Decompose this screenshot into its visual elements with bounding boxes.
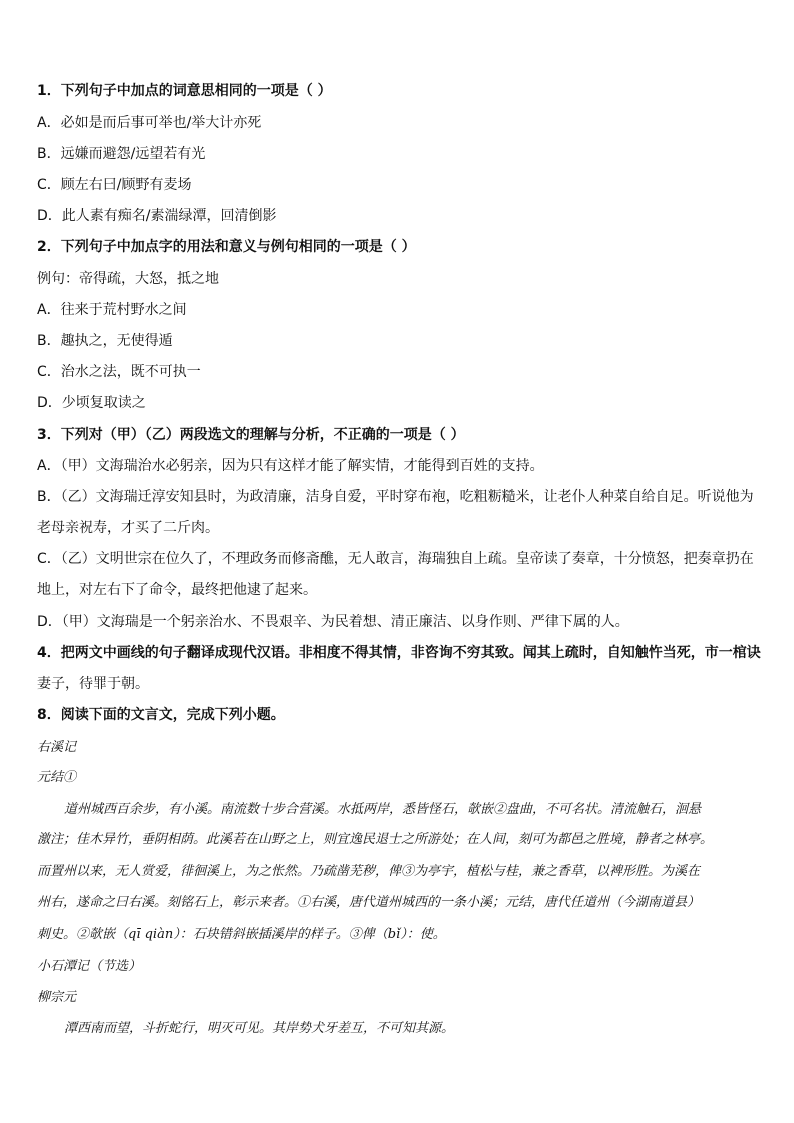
q3-option-c-cont: 地上，对左右下了命令，最终把他逮了起来。 xyxy=(37,582,317,598)
q3-option-a: A．（甲）文海瑞治水必躬亲，因为只有这样才能了解实情，才能得到百姓的支持。 xyxy=(37,458,544,474)
q4-stem-cont: 妻子，待罪于朝。 xyxy=(37,676,149,692)
q3-stem: 3．下列对（甲）（乙）两段选文的理解与分析，不正确的一项是（ ） xyxy=(37,427,465,443)
q2-example: 例句：帝得疏，大怒，抵之地 xyxy=(37,271,219,287)
passage1-line-4: 州右，遂命之曰右溪。刻铭石上，彰示来者。①右溪，唐代道州城西的一条小溪；元结，唐代任道州（今湖南道县） xyxy=(37,895,701,910)
q8-stem: 8．阅读下面的文言文，完成下列小题。 xyxy=(37,707,285,723)
q1-option-b: B．远嫌而避怨/远望若有光 xyxy=(37,146,206,162)
q3-option-b: B．（乙）文海瑞迁淳安知县时，为政清廉，洁身自爱，平时穿布袍，吃粗粝糙米，让老仆人种菜自给自足。听说他为 xyxy=(37,489,754,505)
q2-stem: 2．下列句子中加点字的用法和意义与例句相同的一项是（ ） xyxy=(37,239,416,255)
q2-option-c: C．治水之法，既不可执一 xyxy=(37,364,201,380)
q3-option-c: C．（乙）文明世宗在位久了，不理政务而修斋醮，无人敢言，海瑞独自上疏。皇帝读了奏章，十分愤怒，把奏章扔在 xyxy=(37,551,754,567)
q2-option-d: D．少顷复取读之 xyxy=(37,395,146,411)
passage1-notes: 刺史。②欹嵌（qī qiàn）：石块错斜嵌插溪岸的样子。③俾（bǐ）：使。 xyxy=(37,927,446,942)
passage1-title: 右溪记 xyxy=(37,740,77,755)
q1-stem: 1．下列句子中加点的词意思相同的一项是（ ） xyxy=(37,83,332,99)
q1-option-d: D．此人素有痴名/素湍绿潭，回清倒影 xyxy=(37,208,277,224)
passage1-line-2: 激注；佳木异竹，垂阴相荫。此溪若在山野之上，则宜逸民退士之所游处；在人间，刻可为都邑之胜境，静者之林亭。 xyxy=(37,832,714,847)
q3-option-d: D．（甲）文海瑞是一个躬亲治水、不畏艰辛、为民着想、清正廉洁、以身作则、严律下属的人。 xyxy=(37,614,629,630)
q2-option-b: B．趣执之，无使得遁 xyxy=(37,333,173,349)
passage2-title: 小石潭记（节选） xyxy=(37,959,142,974)
passage2-author: 柳宗元 xyxy=(37,990,77,1005)
passage1-author: 元结① xyxy=(37,770,77,785)
q2-option-a: A．往来于荒村野水之间 xyxy=(37,302,187,318)
passage1-line-3: 而置州以来，无人赏爱，徘徊溪上，为之怅然。乃疏凿芜秽，俾③为亭宇，植松与桂，兼之香草，以裨形胜。为溪在 xyxy=(37,864,701,879)
passage1-line-1: 道州城西百余步，有小溪。南流数十步合营溪。水抵两岸，悉皆怪石，欹嵌②盘曲，不可名状。清流触石，洄悬 xyxy=(64,802,702,817)
q1-option-a: A．必如是而后事可举也/举大计亦死 xyxy=(37,115,262,131)
q3-option-b-cont: 老母亲祝寿，才买了二斤肉。 xyxy=(37,520,219,536)
q4-stem: 4．把两文中画线的句子翻译成现代汉语。非相度不得其情，非咨询不穷其致。闻其上疏时，自知触忤当死，市一棺诀 xyxy=(37,645,761,661)
passage2-paragraph: 潭西南而望，斗折蛇行，明灭可见。其岸势犬牙差互，不可知其源。 xyxy=(64,1021,455,1036)
q1-option-c: C．顾左右曰/顾野有麦场 xyxy=(37,177,192,193)
